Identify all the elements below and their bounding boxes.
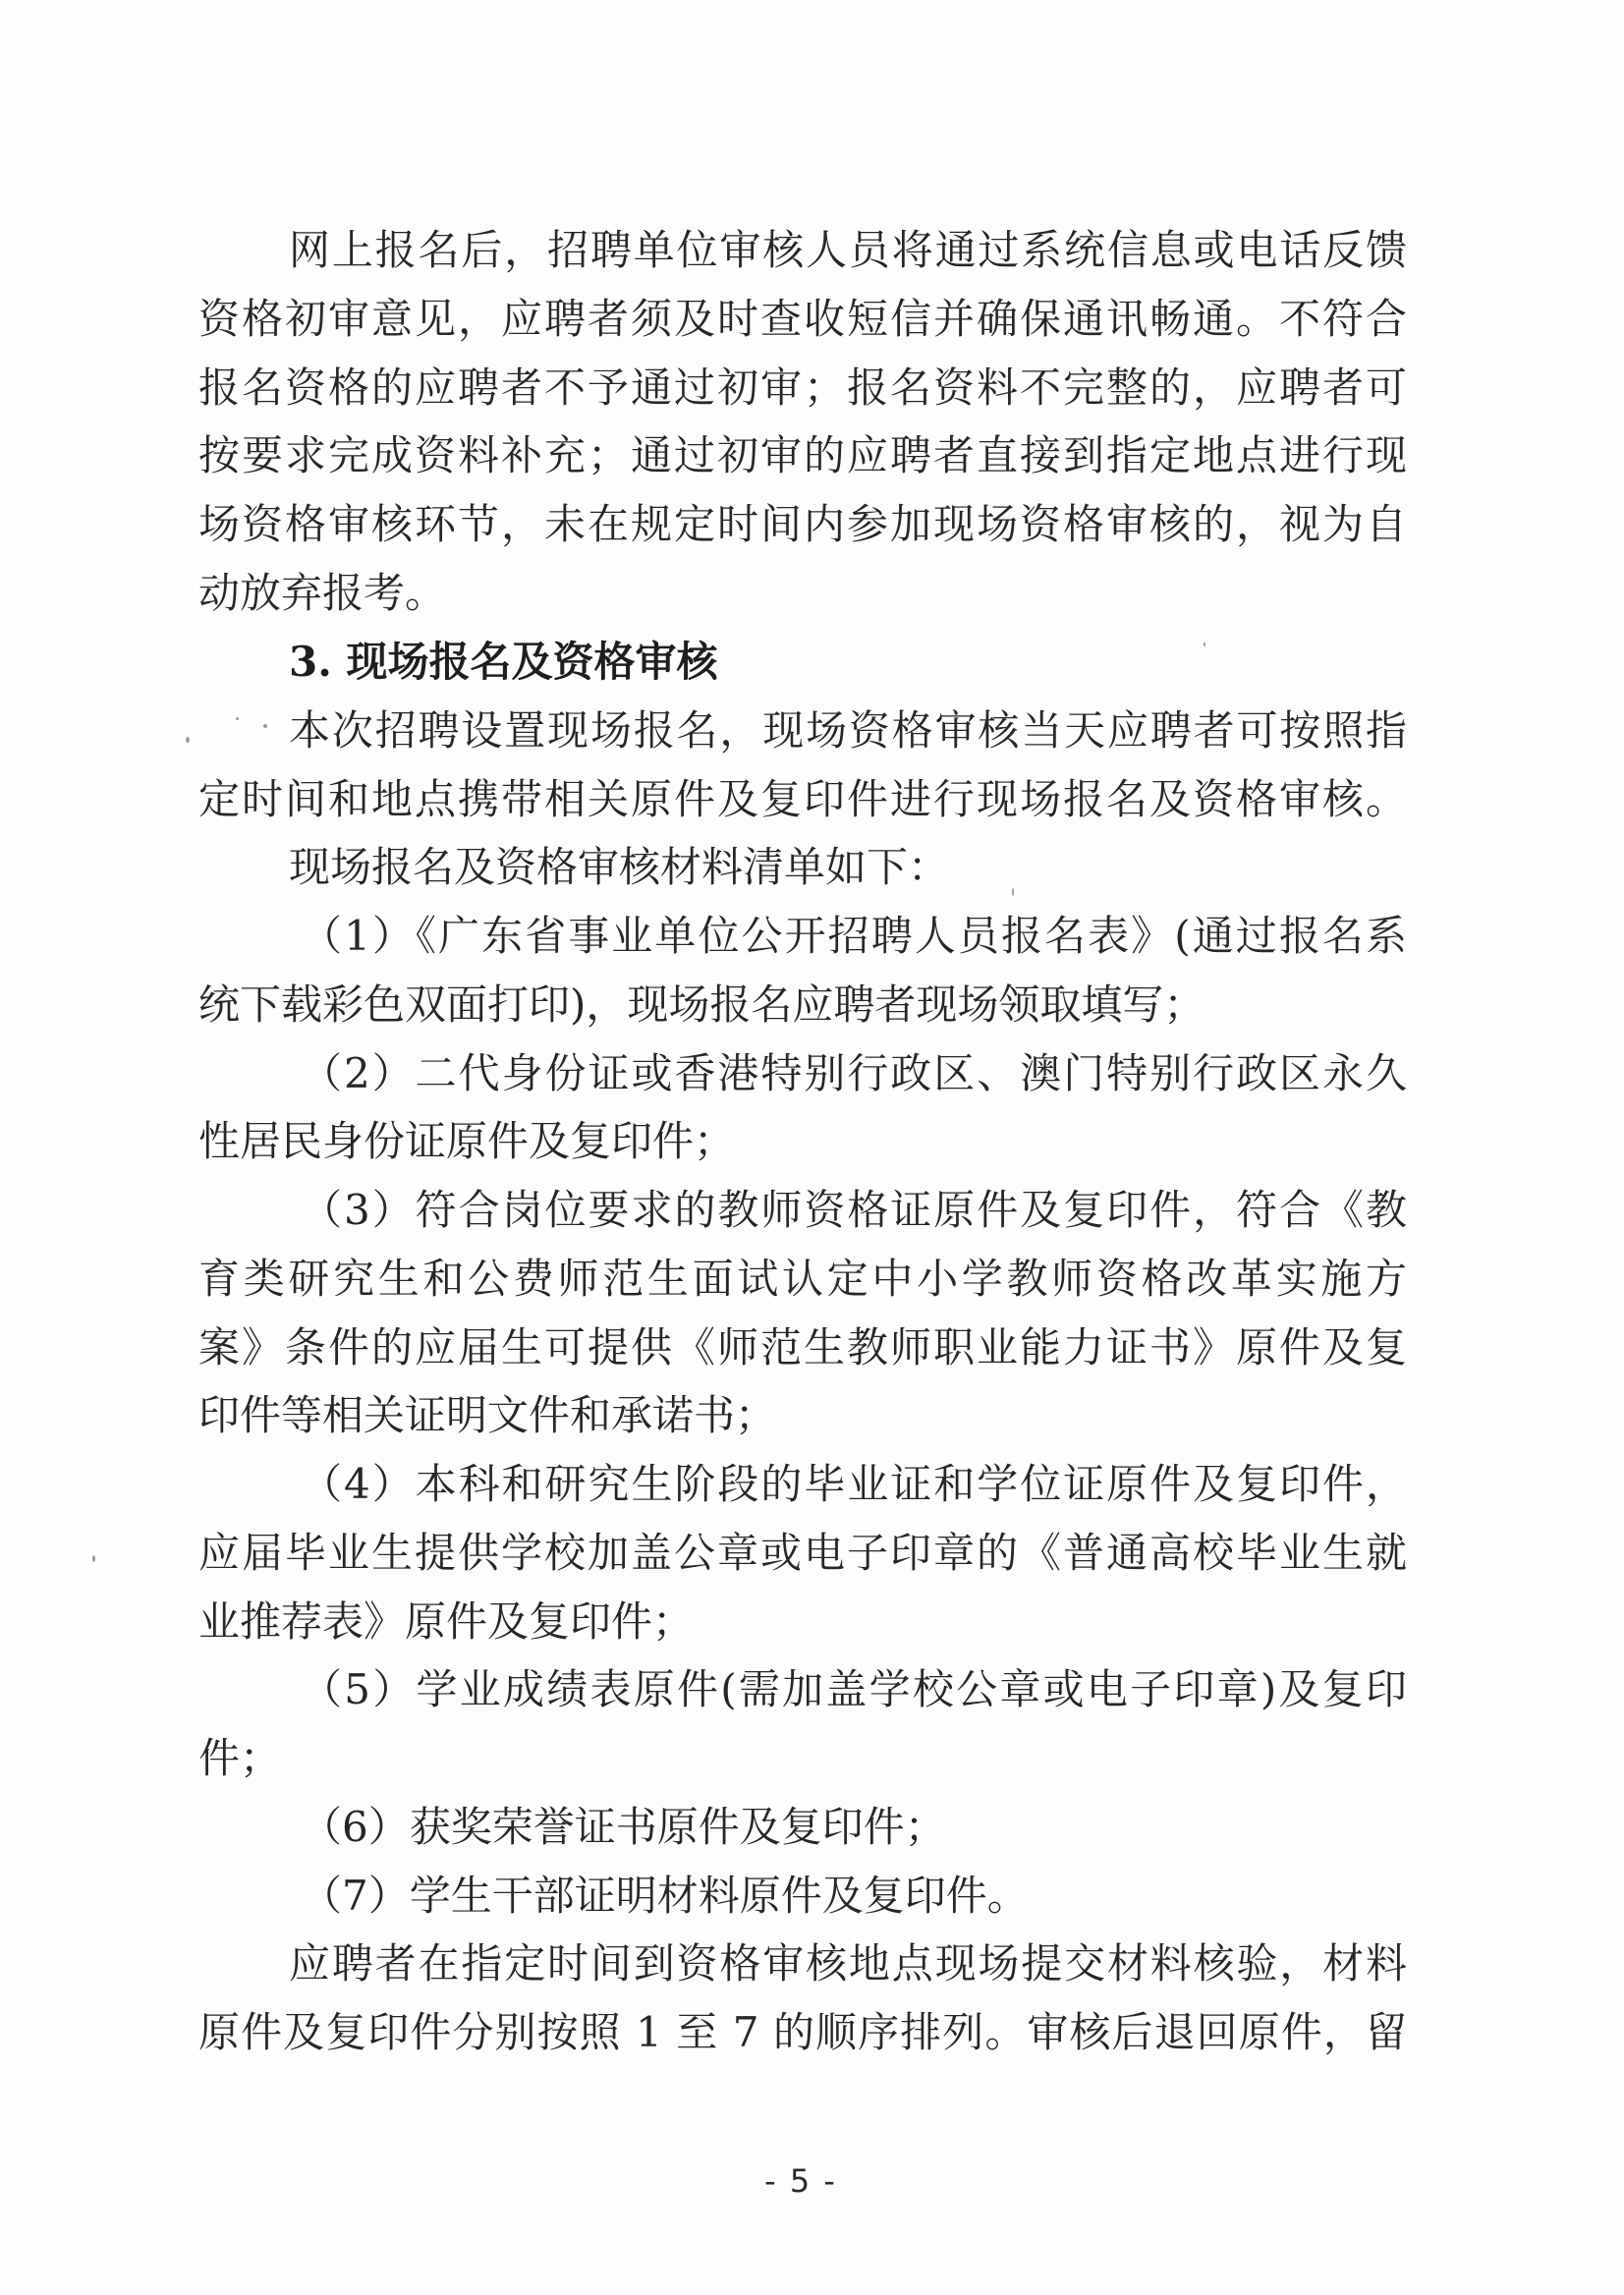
scan-speck bbox=[1012, 888, 1014, 896]
list-item-line: 业推荐表》原件及复印件； bbox=[198, 1597, 695, 1646]
list-item-line: 性居民身份证原件及复印件； bbox=[198, 1117, 736, 1165]
paragraph-line: 网上报名后，招聘单位审核人员将通过系统信息或电话反馈 bbox=[289, 226, 1407, 274]
scan-speck bbox=[92, 1555, 95, 1562]
list-item-line: （5）学业成绩表原件(需加盖学校公章或电子印章)及复印 bbox=[301, 1665, 1407, 1713]
list-item-line: （7）学生干部证明材料原件及复印件。 bbox=[301, 1872, 1029, 1920]
list-item-line: （1）《广东省事业单位公开招聘人员报名表》(通过报名系 bbox=[301, 912, 1407, 960]
paragraph-line: 现场报名及资格审核材料清单如下： bbox=[289, 843, 950, 891]
scan-speck bbox=[1204, 643, 1205, 646]
list-item-line: 件； bbox=[198, 1734, 282, 1782]
list-item-line: （2）二代身份证或香港特别行政区、澳门特别行政区永久 bbox=[301, 1049, 1407, 1097]
scan-speck bbox=[236, 717, 239, 720]
paragraph-line: 应聘者在指定时间到资格审核地点现场提交材料核验，材料 bbox=[289, 1939, 1407, 1987]
list-item-line: （4）本科和研究生阶段的毕业证和学位证原件及复印件， bbox=[301, 1460, 1407, 1508]
page-number: - 5 - bbox=[764, 2162, 837, 2200]
paragraph-line: 原件及复印件分别按照 1 至 7 的顺序排列。审核后退回原件，留 bbox=[198, 2008, 1407, 2056]
list-item-line: 案》条件的应届生可提供《师范生教师职业能力证书》原件及复 bbox=[198, 1323, 1407, 1371]
scan-speck bbox=[263, 724, 267, 728]
list-item-line: 统下载彩色双面打印)，现场报名应聘者现场领取填写； bbox=[198, 980, 1205, 1029]
paragraph-line: 定时间和地点携带相关原件及复印件进行现场报名及资格审核。 bbox=[198, 775, 1407, 823]
list-item-line: 育类研究生和公费师范生面试认定中小学教师资格改革实施方 bbox=[198, 1255, 1407, 1303]
paragraph-line: 报名资格的应聘者不予通过初审；报名资料不完整的，应聘者可 bbox=[198, 364, 1407, 412]
section-heading: 3. 现场报名及资格审核 bbox=[289, 638, 718, 686]
paragraph-line: 按要求完成资料补充；通过初审的应聘者直接到指定地点进行现 bbox=[198, 431, 1407, 479]
scan-speck bbox=[186, 737, 190, 743]
paragraph-line: 本次招聘设置现场报名，现场资格审核当天应聘者可按照指 bbox=[289, 706, 1407, 755]
list-item-line: 印件等相关证明文件和承诺书； bbox=[198, 1391, 777, 1439]
paragraph-line: 场资格审核环节，未在规定时间内参加现场资格审核的，视为自 bbox=[198, 500, 1407, 548]
list-item-line: （3）符合岗位要求的教师资格证原件及复印件，符合《教 bbox=[301, 1186, 1407, 1234]
list-item-line: （6）获奖荣誉证书原件及复印件； bbox=[301, 1803, 946, 1851]
list-item-line: 应届毕业生提供学校加盖公章或电子印章的《普通高校毕业生就 bbox=[198, 1529, 1407, 1577]
paragraph-line: 动放弃报考。 bbox=[198, 569, 447, 617]
paragraph-line: 资格初审意见，应聘者须及时查收短信并确保通讯畅通。不符合 bbox=[198, 295, 1407, 343]
